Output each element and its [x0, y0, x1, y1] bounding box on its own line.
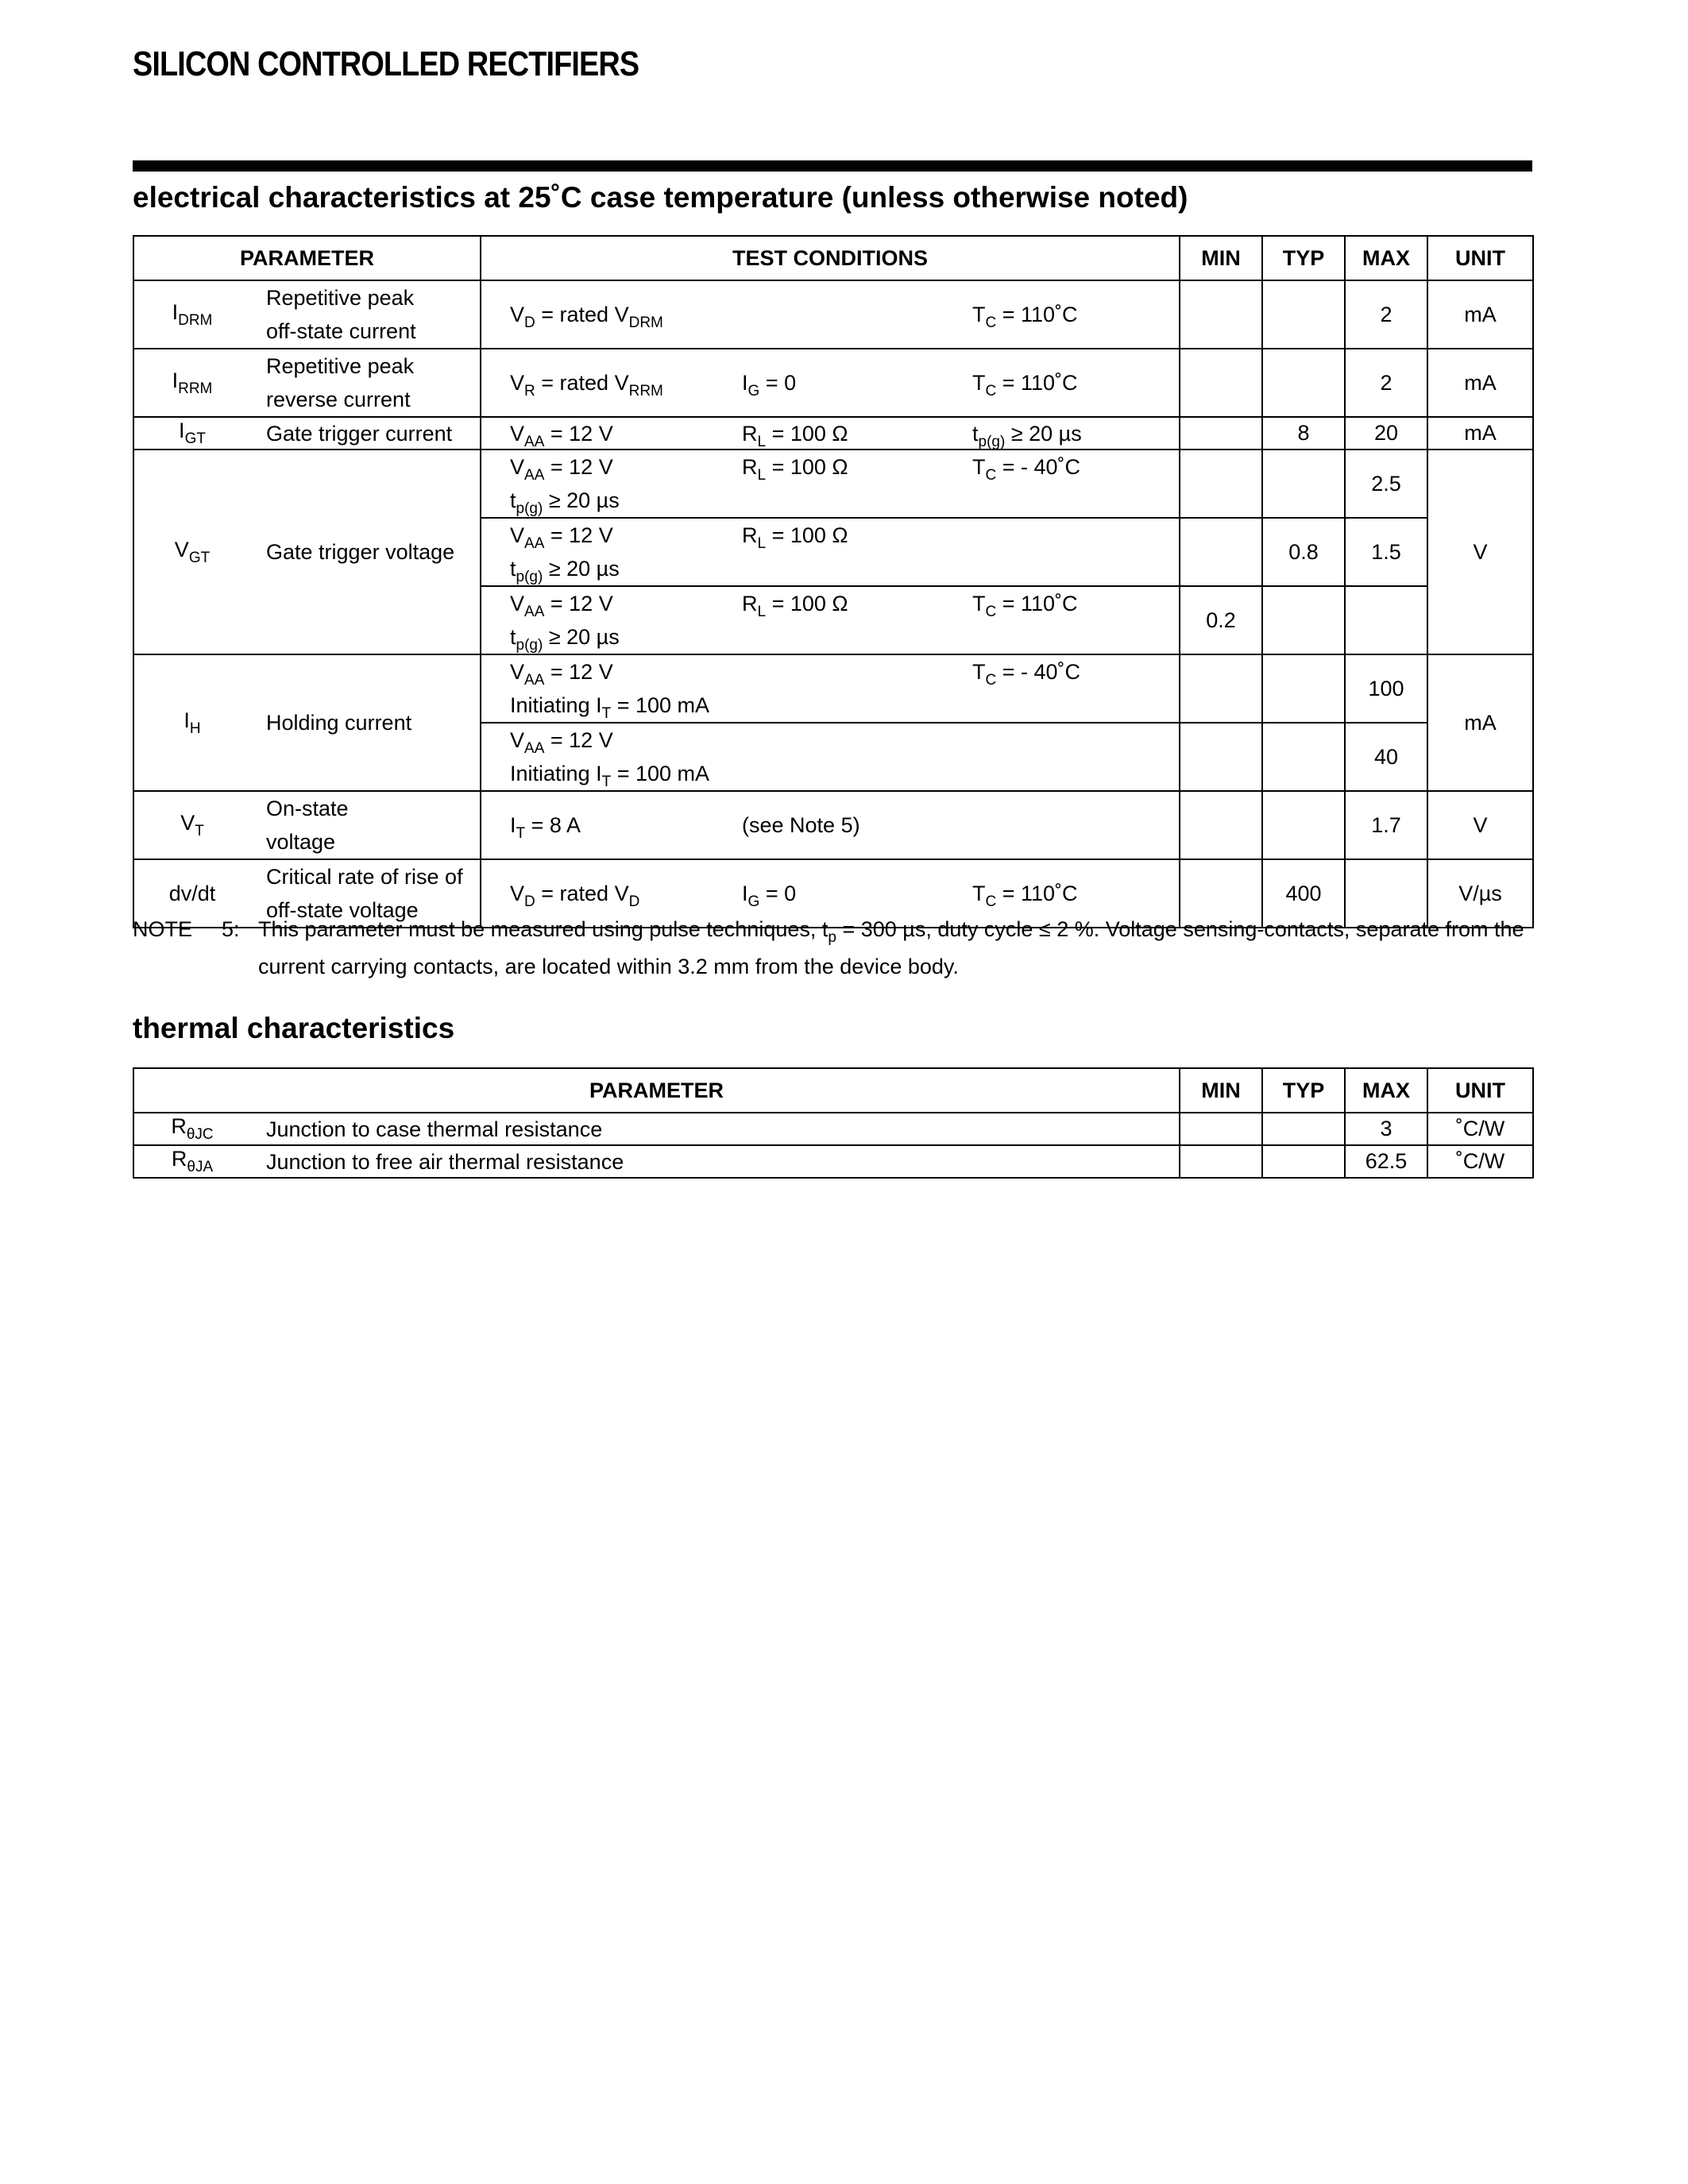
electrical-section-title: electrical characteristics at 25˚C case temperature (unless otherwise noted) — [133, 181, 1188, 214]
conditions-dvdt: $V_D$ = rated $V_D$ $I_G = 0$ $T_C$ = 110˚C — [481, 859, 1180, 928]
conditions-vgt-c: $V_{AA} = 12$ V $R_L = 100$ Ω $T_C$ = 110˚C $t_{p(g)} \ge 20$ µs — [481, 586, 1180, 654]
conditions-vt: $I_T = 8$ A (see Note 5) — [481, 791, 1180, 859]
note-label: NOTE — [133, 917, 193, 941]
conditions-igt: $V_{AA} = 12$ V $R_L = 100$ Ω $t_{p(g)} \ge 20$ µs — [481, 417, 1180, 450]
symbol-rthja: $R_{\theta JA}$ — [133, 1145, 250, 1178]
min-vgt-a — [1180, 450, 1262, 518]
param-name-ih: Holding current — [250, 654, 481, 791]
symbol-dvdt: dv/dt — [133, 859, 250, 928]
max-vgt-a: 2.5 — [1345, 450, 1427, 518]
symbol-vgt: $V_{GT}$ — [133, 450, 250, 654]
thermal-section-title: thermal characteristics — [133, 1012, 455, 1044]
table-header-row — [133, 1068, 1533, 1113]
table-header-row — [133, 236, 1533, 280]
min-rthjc — [1180, 1113, 1262, 1145]
typ-idrm — [1262, 280, 1345, 349]
header-max: MAX — [1345, 236, 1427, 280]
conditions-ih-a: $V_{AA} = 12$ V $T_C$ = - 40˚C Initiating $I_T = 100$ mA — [481, 654, 1180, 723]
max-idrm: 2 — [1345, 280, 1427, 349]
min-vgt-b — [1180, 518, 1262, 586]
symbol-irrm: $I_{RRM}$ — [133, 349, 250, 417]
min-ih-b — [1180, 723, 1262, 791]
unit-irrm: mA — [1427, 349, 1533, 417]
table-row — [133, 349, 1533, 417]
header-min: MIN — [1180, 1068, 1262, 1113]
param-name-igt: Gate trigger current — [250, 417, 481, 450]
table-row — [133, 1145, 1533, 1178]
header-max: MAX — [1345, 1068, 1427, 1113]
param-name-rthja: Junction to free air thermal resistance — [250, 1145, 1180, 1178]
conditions-vgt-a: $V_{AA} = 12$ V $R_L = 100$ Ω $T_C$ = - 40˚C $t_{p(g)} \ge 20$ µs — [481, 450, 1180, 518]
max-ih-a: 100 — [1345, 654, 1427, 723]
min-rthja — [1180, 1145, 1262, 1178]
table-row — [133, 791, 1533, 859]
max-vt: 1.7 — [1345, 791, 1427, 859]
unit-vt: V — [1427, 791, 1533, 859]
table-row — [133, 654, 1533, 723]
max-vgt-c — [1345, 586, 1427, 654]
symbol-rthjc: $R_{\theta JC}$ — [133, 1113, 250, 1145]
header-rule — [133, 160, 1532, 172]
max-vgt-b: 1.5 — [1345, 518, 1427, 586]
param-name-irrm: Repetitive peak reverse current — [250, 349, 481, 417]
param-name-vgt: Gate trigger voltage — [250, 450, 481, 654]
unit-vgt: V — [1427, 450, 1533, 654]
typ-vgt-c — [1262, 586, 1345, 654]
note-number: 5: — [222, 917, 240, 941]
max-ih-b: 40 — [1345, 723, 1427, 791]
header-test-conditions: TEST CONDITIONS — [481, 236, 1180, 280]
typ-dvdt: 400 — [1262, 859, 1345, 928]
conditions-vgt-b: $V_{AA} = 12$ V $R_L = 100$ Ω $t_{p(g)} \ge 20$ µs — [481, 518, 1180, 586]
symbol-ih: $I_H$ — [133, 654, 250, 791]
thermal-table — [133, 1067, 1534, 1179]
table-row — [133, 1113, 1533, 1145]
max-irrm: 2 — [1345, 349, 1427, 417]
typ-ih-a — [1262, 654, 1345, 723]
header-min: MIN — [1180, 236, 1262, 280]
unit-rthja: ˚C/W — [1427, 1145, 1533, 1178]
table-row — [133, 280, 1533, 349]
header-parameter: PARAMETER — [133, 236, 481, 280]
conditions-ih-b: $V_{AA} = 12$ V Initiating $I_T = 100$ mA — [481, 723, 1180, 791]
min-vt — [1180, 791, 1262, 859]
min-idrm — [1180, 280, 1262, 349]
symbol-idrm: $I_{DRM}$ — [133, 280, 250, 349]
unit-ih: mA — [1427, 654, 1533, 791]
typ-igt: 8 — [1262, 417, 1345, 450]
typ-ih-b — [1262, 723, 1345, 791]
min-irrm — [1180, 349, 1262, 417]
typ-vt — [1262, 791, 1345, 859]
symbol-vt: $V_T$ — [133, 791, 250, 859]
page-title: SILICON CONTROLLED RECTIFIERS — [133, 44, 639, 83]
header-parameter: PARAMETER — [133, 1068, 1180, 1113]
param-name-idrm: Repetitive peak off-state current — [250, 280, 481, 349]
table-row — [133, 417, 1533, 450]
param-name-dvdt: Critical rate of rise of off-state voltage — [250, 859, 481, 928]
electrical-table — [133, 235, 1534, 928]
header-unit: UNIT — [1427, 1068, 1533, 1113]
header-typ: TYP — [1262, 236, 1345, 280]
unit-idrm: mA — [1427, 280, 1533, 349]
note-text: This parameter must be measured using pulse techniques, $t_p = 300$ µs, duty cycle ≤ 2 %. Voltage sensing-contacts, separate from the current carrying contacts, are located within 3.2 mm from the device body. — [258, 917, 1524, 978]
typ-irrm — [1262, 349, 1345, 417]
table-row — [133, 450, 1533, 518]
conditions-irrm: $V_R$ = rated $V_{RRM}$ $I_G = 0$ $T_C$ = 110˚C — [481, 349, 1180, 417]
min-igt — [1180, 417, 1262, 450]
unit-rthjc: ˚C/W — [1427, 1113, 1533, 1145]
conditions-idrm: $V_D$ = rated $V_{DRM}$ $T_C$ = 110˚C — [481, 280, 1180, 349]
typ-rthjc — [1262, 1113, 1345, 1145]
max-rthjc: 3 — [1345, 1113, 1427, 1145]
symbol-igt: $I_{GT}$ — [133, 417, 250, 450]
min-ih-a — [1180, 654, 1262, 723]
unit-igt: mA — [1427, 417, 1533, 450]
max-igt: 20 — [1345, 417, 1427, 450]
header-unit: UNIT — [1427, 236, 1533, 280]
max-rthja: 62.5 — [1345, 1145, 1427, 1178]
typ-vgt-a — [1262, 450, 1345, 518]
typ-vgt-b: 0.8 — [1262, 518, 1345, 586]
min-vgt-c: 0.2 — [1180, 586, 1262, 654]
typ-rthja — [1262, 1145, 1345, 1178]
header-typ: TYP — [1262, 1068, 1345, 1113]
param-name-vt: On-state voltage — [250, 791, 481, 859]
unit-dvdt: V/µs — [1427, 859, 1533, 928]
note-5 — [133, 915, 1535, 981]
param-name-rthjc: Junction to case thermal resistance — [250, 1113, 1180, 1145]
